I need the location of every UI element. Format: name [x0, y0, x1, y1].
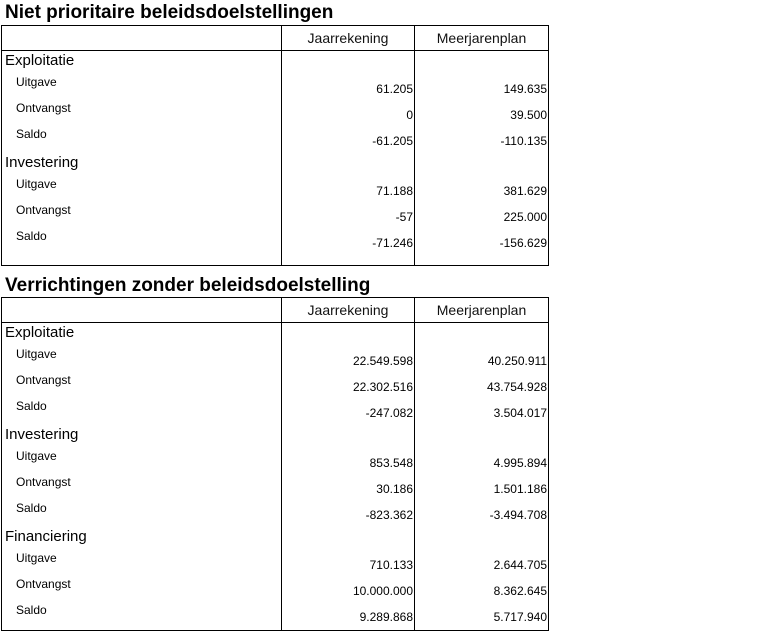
row-label: Ontvangst [16, 475, 71, 489]
table-title: Verrichtingen zonder beleidsdoelstelling [5, 275, 371, 296]
column-divider [414, 26, 415, 265]
value-jaarrekening: -71.246 [372, 236, 413, 250]
column-divider [281, 298, 282, 630]
row-label: Uitgave [16, 75, 57, 89]
value-jaarrekening: 22.549.598 [352, 354, 413, 368]
row-label: Ontvangst [16, 373, 71, 387]
column-divider [281, 26, 282, 265]
section-label: Exploitatie [5, 52, 75, 69]
row-label: Saldo [16, 229, 47, 243]
value-meerjarenplan: 40.250.911 [487, 354, 547, 368]
value-jaarrekening: 853.548 [369, 456, 413, 470]
value-meerjarenplan: 2.644.705 [493, 558, 547, 572]
value-meerjarenplan: 43.754.928 [486, 380, 547, 394]
value-jaarrekening: 71.188 [376, 184, 413, 198]
value-meerjarenplan: -156.629 [499, 236, 547, 250]
value-meerjarenplan: -110.135 [500, 134, 547, 148]
section-label: Investering [5, 426, 79, 443]
summary-table [1, 297, 549, 631]
row-label: Saldo [16, 501, 47, 515]
row-label: Saldo [16, 603, 47, 617]
row-label: Ontvangst [16, 577, 71, 591]
column-header-meerjarenplan: Meerjarenplan [436, 302, 527, 318]
row-label: Ontvangst [16, 101, 71, 115]
value-meerjarenplan: 4.995.894 [493, 456, 547, 470]
value-jaarrekening: 61.205 [376, 82, 413, 96]
section-label: Exploitatie [5, 324, 75, 341]
section-label: Investering [5, 154, 79, 171]
value-meerjarenplan: 381.629 [503, 184, 547, 198]
value-meerjarenplan: 39.500 [510, 108, 547, 122]
value-meerjarenplan: 149.635 [503, 82, 547, 96]
value-jaarrekening: 30.186 [376, 482, 413, 496]
row-label: Uitgave [16, 347, 57, 361]
table-title: Niet prioritaire beleidsdoelstellingen [5, 2, 334, 23]
column-header-jaarrekening: Jaarrekening [307, 30, 389, 46]
value-meerjarenplan: -3.494.708 [489, 508, 547, 522]
value-jaarrekening: 9.289.868 [359, 610, 413, 624]
value-jaarrekening: -57 [395, 210, 413, 224]
section-label: Financiering [5, 528, 87, 545]
row-label: Ontvangst [16, 203, 71, 217]
value-jaarrekening: -823.362 [365, 508, 413, 522]
value-jaarrekening: 710.133 [369, 558, 413, 572]
column-header-meerjarenplan: Meerjarenplan [436, 30, 527, 46]
row-label: Saldo [16, 399, 47, 413]
value-jaarrekening: 22.302.516 [352, 380, 413, 394]
value-jaarrekening: 0 [406, 108, 413, 122]
value-jaarrekening: -61.205 [372, 134, 413, 148]
row-label: Uitgave [16, 551, 57, 565]
row-label: Saldo [16, 127, 47, 141]
summary-table [1, 25, 549, 266]
row-label: Uitgave [16, 449, 57, 463]
value-jaarrekening: 10.000.000 [352, 584, 413, 598]
value-meerjarenplan: 225.000 [503, 210, 547, 224]
value-meerjarenplan: 3.504.017 [493, 406, 547, 420]
value-meerjarenplan: 8.362.645 [493, 584, 547, 598]
value-jaarrekening: -247.082 [365, 406, 413, 420]
column-header-jaarrekening: Jaarrekening [307, 302, 389, 318]
row-label: Uitgave [16, 177, 57, 191]
value-meerjarenplan: 1.501.186 [493, 482, 547, 496]
column-divider [414, 298, 415, 630]
value-meerjarenplan: 5.717.940 [493, 610, 547, 624]
